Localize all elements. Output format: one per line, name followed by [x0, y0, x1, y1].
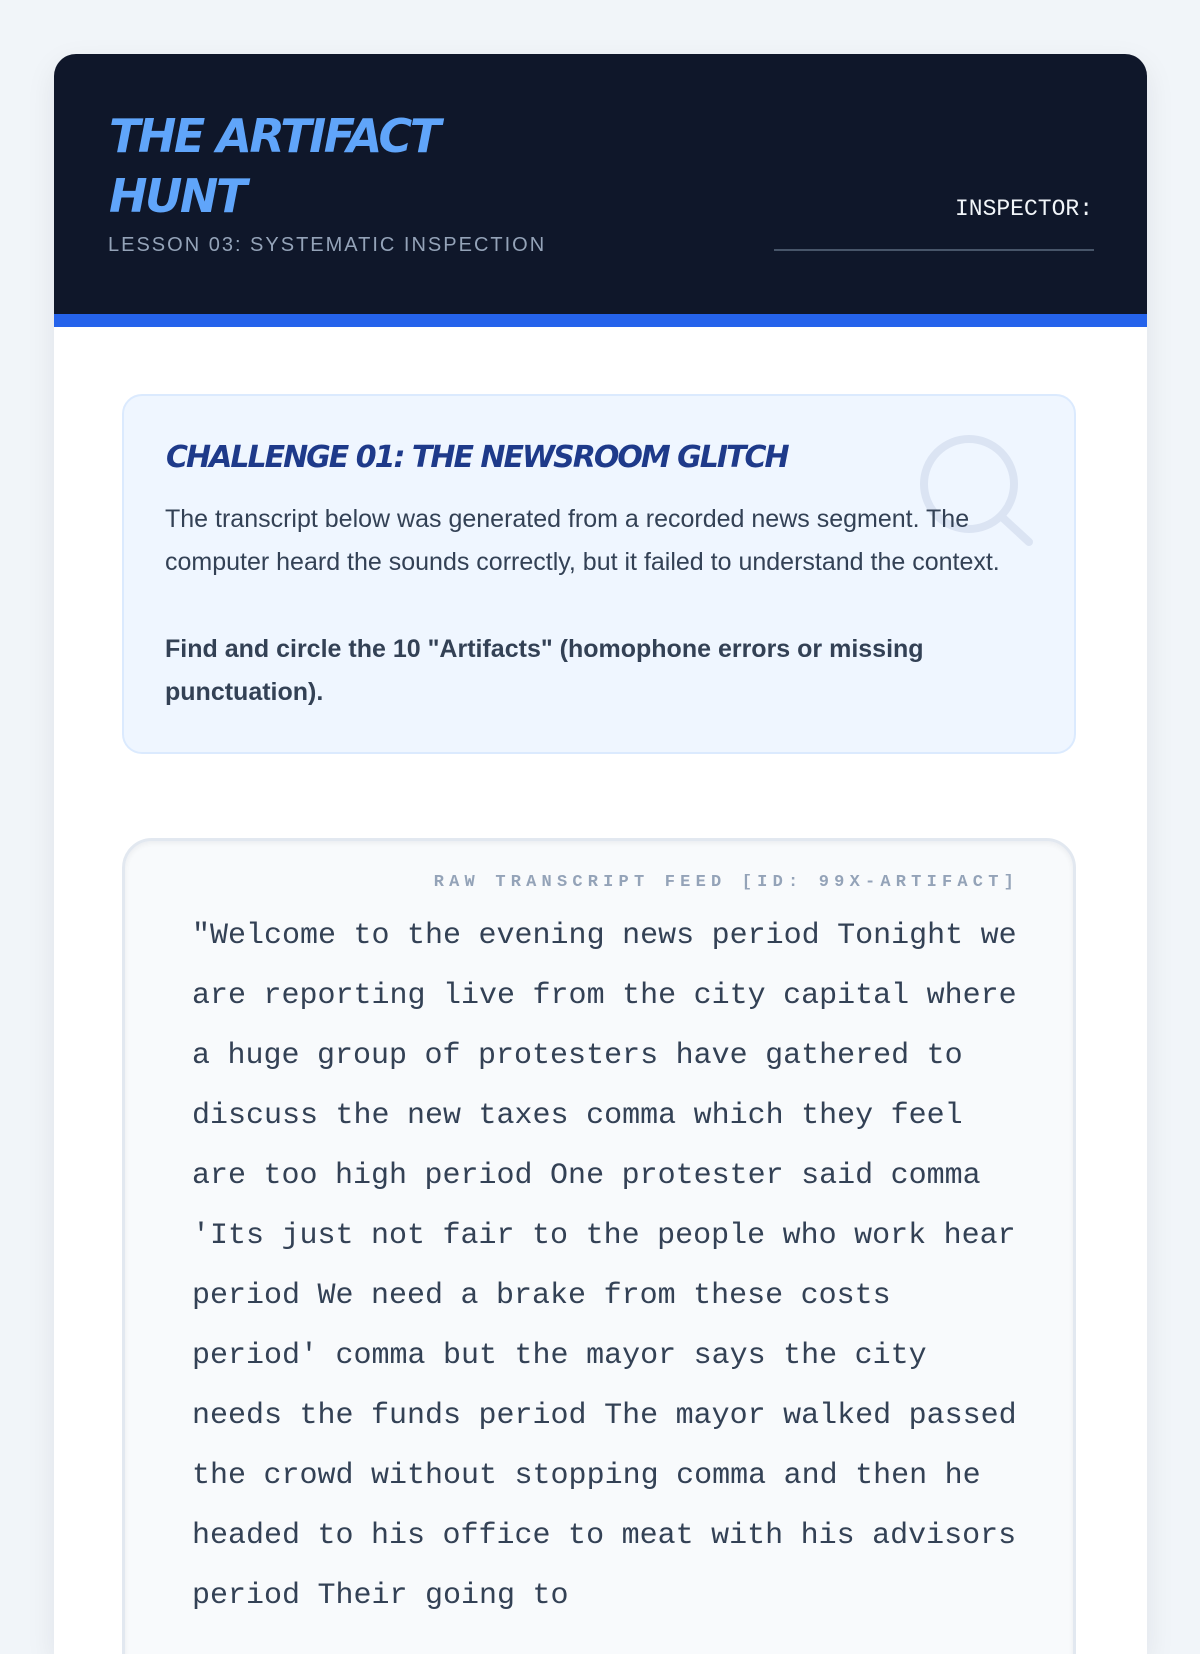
challenge-description: The transcript below was generated from a recorded news segment. The computer heard the sounds correctly, but it failed to understand the context. — [165, 505, 1000, 577]
transcript-text[interactable]: "Welcome to the evening news period Tonight we are reporting live from the city capital where a huge group of protesters have gathered to discuss the new taxes comma which they feel are too high period One protester said comma 'Its just not fair to the people who work hear period We need a brake from these costs period' comma but the mayor says the city needs the funds period The mayor walked passed the crowd without stopping comma and then he headed to his office to meat with his advisors period Their going to — [192, 919, 1017, 1613]
challenge-card — [122, 394, 1076, 754]
inspector-name-line[interactable] — [774, 249, 1094, 251]
inspector-label: INSPECTOR: — [954, 196, 1093, 222]
lesson-subtitle: LESSON 03: SYSTEMATIC INSPECTION — [108, 234, 547, 256]
transcript-panel — [122, 838, 1076, 1654]
challenge-instruction: Find and circle the 10 "Artifacts" (homophone errors or missing punctuation). — [165, 635, 924, 707]
page-title: THE ARTIFACT HUNT — [109, 109, 439, 223]
header — [54, 54, 1147, 327]
challenge-title: CHALLENGE 01: THE NEWSROOM GLITCH — [166, 440, 788, 475]
worksheet — [54, 54, 1147, 1654]
transcript-feed-label: RAW TRANSCRIPT FEED [ID: 99X-ARTIFACT] — [433, 873, 1019, 892]
